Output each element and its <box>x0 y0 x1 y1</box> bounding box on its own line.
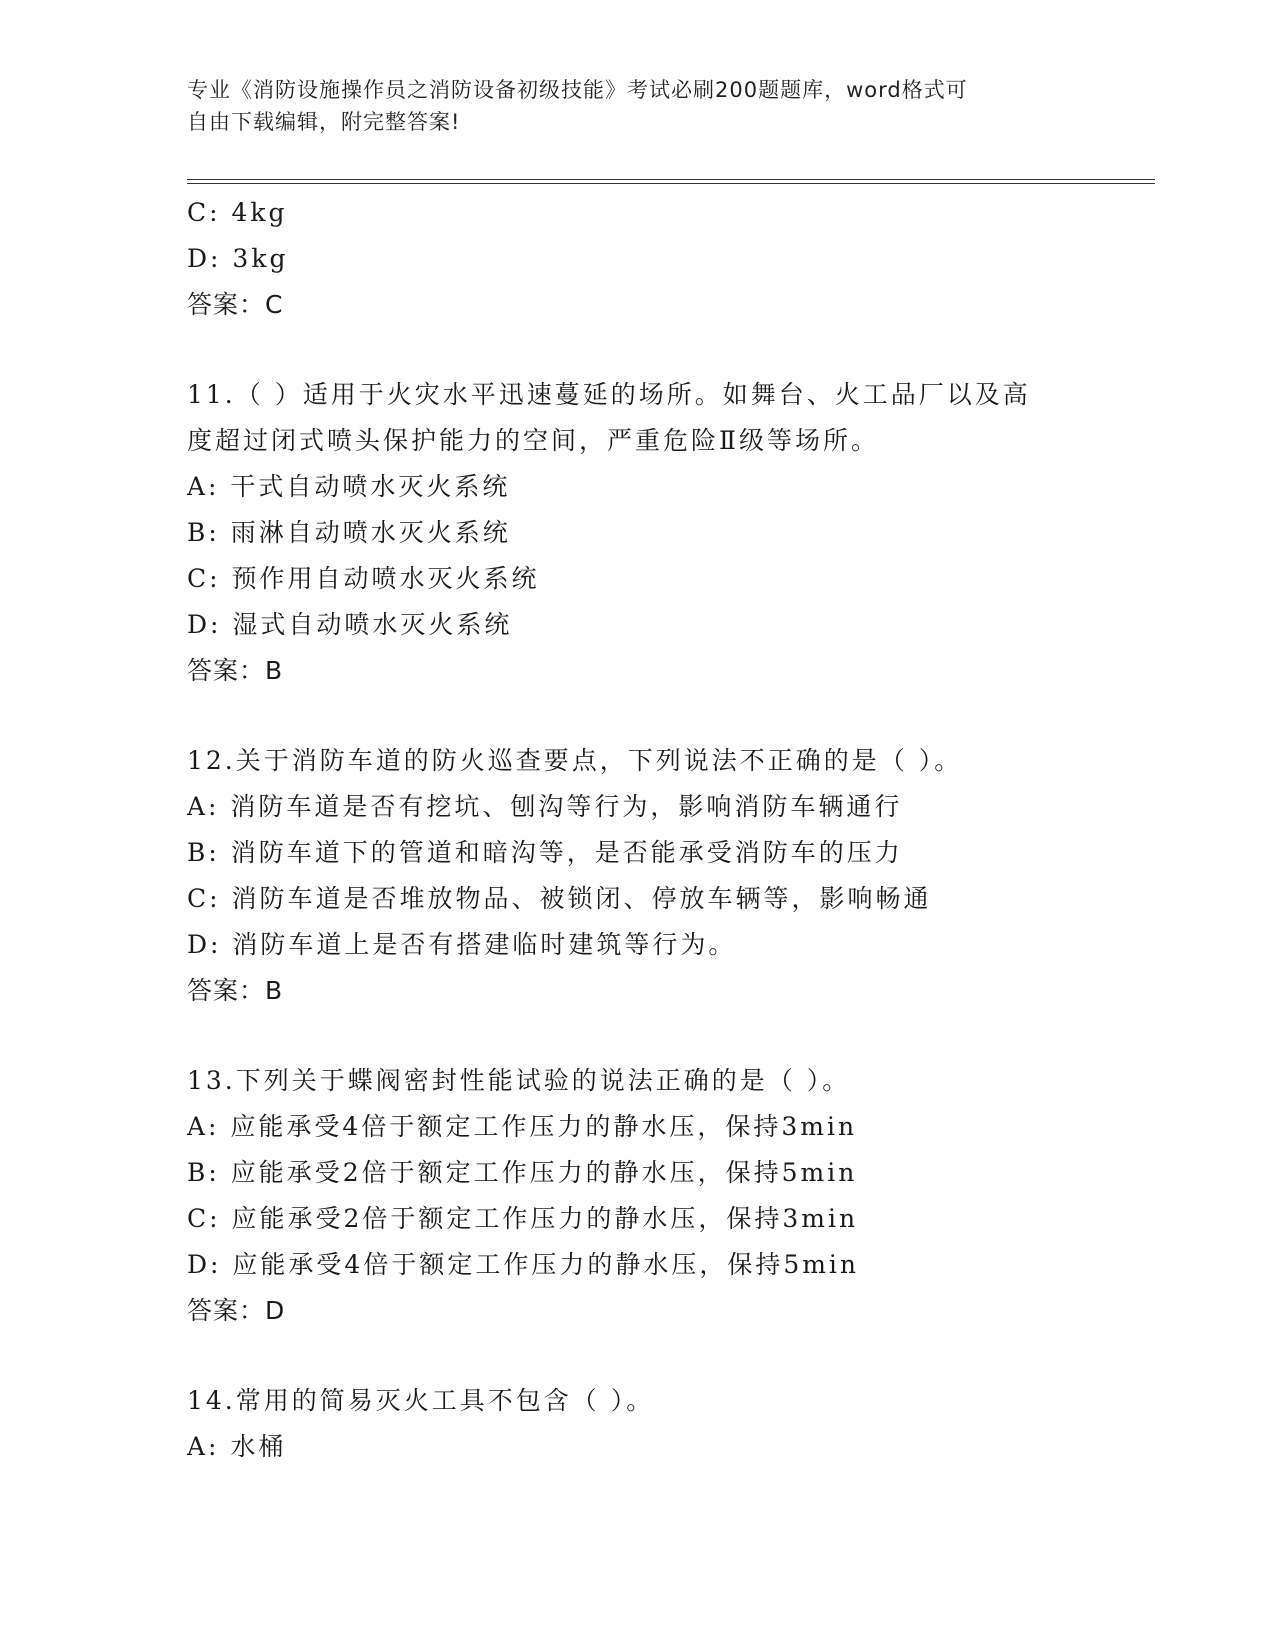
answer-label: 答案：B <box>187 976 284 1005</box>
option-a: A: 水桶 <box>187 1432 287 1461</box>
question-14 <box>187 1378 1127 1470</box>
header-divider-top <box>187 179 1155 180</box>
spacer <box>187 694 1127 738</box>
question-stem: 11.（ ）适用于火灾水平迅速蔓延的场所。如舞台、火工品厂以及高 <box>187 380 1031 409</box>
option-a: A: 应能承受4倍于额定工作压力的静水压，保持3min <box>187 1112 858 1141</box>
option-c: C: 预作用自动喷水灭火系统 <box>187 564 540 593</box>
option-b: B: 消防车道下的管道和暗沟等，是否能承受消防车的压力 <box>187 838 903 867</box>
question-stem: 度超过闭式喷头保护能力的空间，严重危险Ⅱ级等场所。 <box>187 426 879 455</box>
option-c: C: 消防车道是否堆放物品、被锁闭、停放车辆等，影响畅通 <box>187 884 932 913</box>
option-b: B: 应能承受2倍于额定工作压力的静水压，保持5min <box>187 1158 858 1187</box>
question-11 <box>187 372 1127 694</box>
option-c: C: 应能承受2倍于额定工作压力的静水压，保持3min <box>187 1204 859 1233</box>
header-divider-bottom <box>187 183 1155 184</box>
question-stem: 14.常用的简易灭火工具不包含（ ）。 <box>187 1386 655 1415</box>
answer-label: 答案：B <box>187 656 284 685</box>
question-10-tail <box>187 190 1127 328</box>
answer-label: 答案：C <box>187 290 284 319</box>
answer-label: 答案：D <box>187 1296 286 1325</box>
question-list <box>187 190 1127 1470</box>
option-d: D: 3kg <box>187 244 289 273</box>
question-13 <box>187 1058 1127 1334</box>
header-title-line-2: 自由下载编辑，附完整答案! <box>187 110 461 134</box>
option-d: D: 应能承受4倍于额定工作压力的静水压，保持5min <box>187 1250 860 1279</box>
question-stem: 13.下列关于蝶阀密封性能试验的说法正确的是（ ）。 <box>187 1066 851 1095</box>
spacer <box>187 328 1127 372</box>
option-a: A: 消防车道是否有挖坑、刨沟等行为，影响消防车辆通行 <box>187 792 903 821</box>
option-d: D: 消防车道上是否有搭建临时建筑等行为。 <box>187 930 737 959</box>
page-header <box>187 74 1077 138</box>
question-stem: 12.关于消防车道的防火巡查要点，下列说法不正确的是（ ）。 <box>187 746 963 775</box>
option-b: B: 雨淋自动喷水灭火系统 <box>187 518 511 547</box>
spacer <box>187 1014 1127 1058</box>
spacer <box>187 1334 1127 1378</box>
option-a: A: 干式自动喷水灭火系统 <box>187 472 511 501</box>
option-d: D: 湿式自动喷水灭火系统 <box>187 610 513 639</box>
question-12 <box>187 738 1127 1014</box>
option-c: C: 4kg <box>187 198 288 227</box>
header-title-line-1: 专业《消防设施操作员之消防设备初级技能》考试必刷200题题库，word格式可 <box>187 78 968 102</box>
